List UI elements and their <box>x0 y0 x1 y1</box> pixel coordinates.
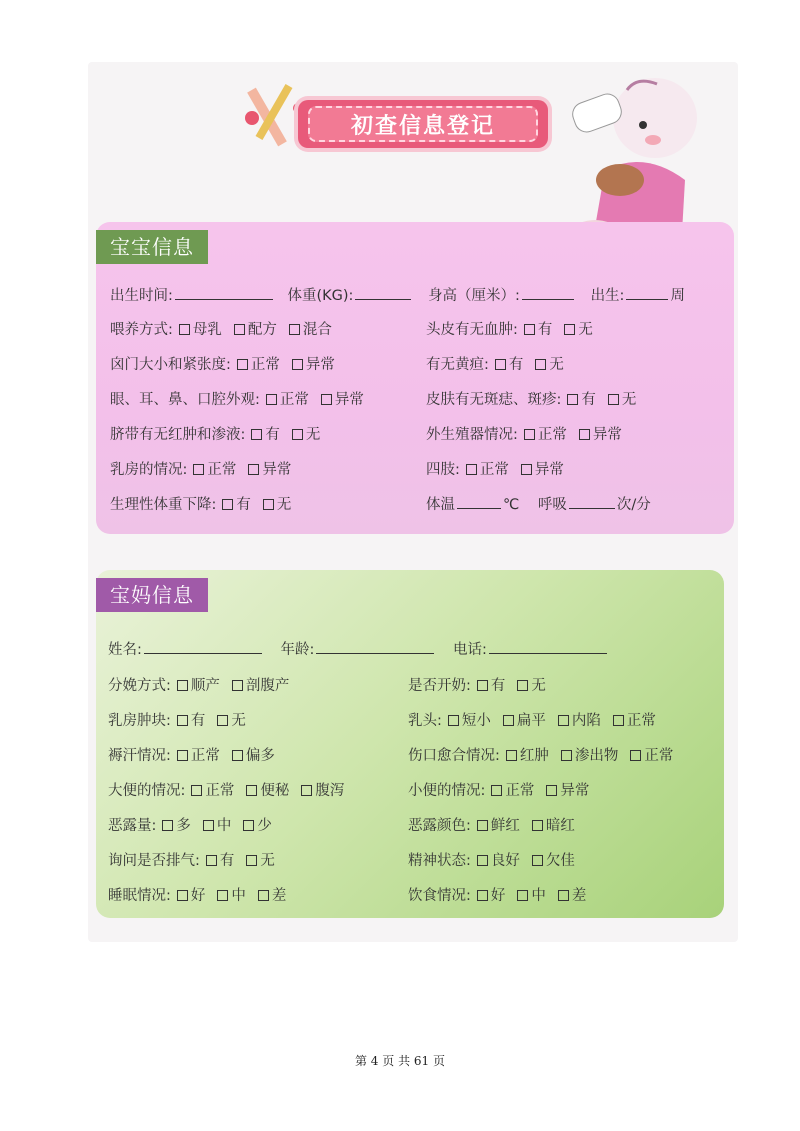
checkbox-icon[interactable] <box>558 890 569 901</box>
baby-info-card <box>96 222 734 534</box>
checkbox-icon[interactable] <box>263 499 274 510</box>
option-label: 多 <box>176 818 191 834</box>
checkbox-icon[interactable] <box>477 680 488 691</box>
checkbox-option[interactable] <box>471 853 520 869</box>
field-label: 喂养方式: <box>110 322 173 338</box>
field-label: 囟门大小和紧张度: <box>110 357 231 373</box>
title-area <box>240 78 560 158</box>
breath-field[interactable] <box>569 494 615 509</box>
checkbox-icon[interactable] <box>248 464 259 475</box>
checkbox-icon[interactable] <box>251 429 262 440</box>
checkbox-icon[interactable] <box>506 750 517 761</box>
footer-mid: 页 共 <box>382 1054 411 1068</box>
checkbox-icon[interactable] <box>466 464 477 475</box>
birth-week-field[interactable] <box>626 285 668 300</box>
option-label: 差 <box>571 888 587 904</box>
mom-section-label: 宝妈信息 <box>96 578 208 612</box>
checkbox-option[interactable] <box>624 748 673 764</box>
option-label: 有 <box>219 853 235 869</box>
checkbox-option[interactable] <box>540 783 589 799</box>
baby-row-1-l <box>110 318 338 339</box>
footer-suffix: 页 <box>433 1054 446 1068</box>
checkbox-icon[interactable] <box>495 359 506 370</box>
checkbox-icon[interactable] <box>292 429 303 440</box>
mom-row-3-r <box>408 779 595 800</box>
mom-row-1-l <box>108 709 252 730</box>
checkbox-icon[interactable] <box>546 785 557 796</box>
breath-unit: 次/分 <box>616 497 651 513</box>
birth-week-label: 出生: <box>590 288 625 304</box>
weight-label: 体重(KG): <box>287 288 354 304</box>
option-label: 无 <box>531 678 546 694</box>
baby-row-5-r <box>426 458 570 479</box>
field-label: 有无黄疸: <box>426 357 489 373</box>
checkbox-icon[interactable] <box>477 890 488 901</box>
option-label: 内陷 <box>571 713 601 729</box>
checkbox-option[interactable] <box>526 818 575 834</box>
checkbox-icon[interactable] <box>524 324 535 335</box>
checkbox-option[interactable] <box>197 818 232 834</box>
checkbox-icon[interactable] <box>177 715 188 726</box>
option-label: 无 <box>305 427 321 443</box>
checkbox-icon[interactable] <box>232 680 243 691</box>
checkbox-option[interactable] <box>500 748 549 764</box>
checkbox-option[interactable] <box>242 462 291 478</box>
option-label: 顺产 <box>190 678 220 694</box>
checkbox-icon[interactable] <box>246 855 257 866</box>
checkbox-icon[interactable] <box>517 890 528 901</box>
field-label: 头皮有无血肿: <box>426 322 518 338</box>
checkbox-option[interactable] <box>185 783 234 799</box>
footer-total-pages: 61 <box>413 1054 430 1068</box>
option-label: 有 <box>265 427 280 443</box>
checkbox-option[interactable] <box>602 392 637 408</box>
option-label: 好 <box>190 888 206 904</box>
checkbox-icon[interactable] <box>567 394 578 405</box>
weight-field[interactable] <box>355 285 411 300</box>
checkbox-option[interactable] <box>252 888 287 904</box>
option-label: 正常 <box>250 357 280 373</box>
option-label: 暗红 <box>545 818 575 834</box>
checkbox-option[interactable] <box>497 713 546 729</box>
checkbox-option[interactable] <box>295 783 344 799</box>
checkbox-icon[interactable] <box>237 359 248 370</box>
checkbox-icon[interactable] <box>217 715 228 726</box>
checkbox-option[interactable] <box>240 783 289 799</box>
mom-row-0-l <box>108 674 295 695</box>
option-label: 正常 <box>479 462 509 478</box>
title-banner <box>298 100 548 148</box>
page-title: 初查信息登记 <box>308 106 538 142</box>
checkbox-icon[interactable] <box>477 855 488 866</box>
checkbox-option[interactable] <box>561 392 596 408</box>
baby-row-3-l <box>110 388 370 409</box>
checkbox-icon[interactable] <box>532 820 543 831</box>
option-label: 中 <box>216 818 232 834</box>
checkbox-option[interactable] <box>245 427 280 443</box>
baby-row-6-l <box>110 493 297 514</box>
breath-label: 呼吸 <box>537 497 567 513</box>
baby-row-4-r <box>426 423 628 444</box>
option-label: 异常 <box>305 357 335 373</box>
checkbox-option[interactable] <box>555 748 619 764</box>
mom-row-2-r <box>408 744 679 765</box>
checkbox-option[interactable] <box>518 427 567 443</box>
option-label: 好 <box>490 888 506 904</box>
checkbox-icon[interactable] <box>222 499 233 510</box>
checkbox-icon[interactable] <box>246 785 257 796</box>
checkbox-option[interactable] <box>171 888 206 904</box>
baby-row-2-r <box>426 353 570 374</box>
checkbox-icon[interactable] <box>234 324 245 335</box>
checkbox-icon[interactable] <box>532 855 543 866</box>
mom-row-3-l <box>108 779 350 800</box>
checkbox-option[interactable] <box>260 392 309 408</box>
checkbox-option[interactable] <box>511 678 546 694</box>
option-label: 正常 <box>190 748 220 764</box>
field-label: 乳头: <box>408 713 442 729</box>
checkbox-option[interactable] <box>552 713 601 729</box>
option-label: 有 <box>490 678 506 694</box>
checkbox-option[interactable] <box>442 713 491 729</box>
option-label: 剖腹产 <box>245 678 290 694</box>
option-label: 差 <box>271 888 287 904</box>
birth-time-label: 出生时间: <box>110 288 173 304</box>
field-label: 脐带有无红肿和渗液: <box>110 427 246 443</box>
option-label: 有 <box>581 392 596 408</box>
checkbox-option[interactable] <box>515 462 564 478</box>
checkbox-icon[interactable] <box>613 715 624 726</box>
checkbox-option[interactable] <box>257 497 292 513</box>
footer-page-number: 4 <box>370 1054 379 1068</box>
checkbox-icon[interactable] <box>258 890 269 901</box>
field-label: 外生殖器情况: <box>426 427 518 443</box>
checkbox-icon[interactable] <box>558 715 569 726</box>
checkbox-icon[interactable] <box>535 359 546 370</box>
footer-prefix: 第 <box>354 1054 367 1068</box>
height-field[interactable] <box>522 285 574 300</box>
checkbox-icon[interactable] <box>162 820 173 831</box>
checkbox-option[interactable] <box>226 678 290 694</box>
checkbox-option[interactable] <box>200 853 235 869</box>
checkbox-icon[interactable] <box>232 750 243 761</box>
option-label: 欠佳 <box>545 853 575 869</box>
field-label: 生理性体重下降: <box>110 497 217 513</box>
checkbox-icon[interactable] <box>179 324 190 335</box>
option-label: 正常 <box>537 427 567 443</box>
checkbox-option[interactable] <box>237 818 272 834</box>
checkbox-option[interactable] <box>286 357 335 373</box>
checkbox-icon[interactable] <box>177 890 188 901</box>
checkbox-icon[interactable] <box>564 324 575 335</box>
checkbox-icon[interactable] <box>503 715 514 726</box>
page-footer <box>0 1052 800 1069</box>
option-label: 有 <box>537 322 553 338</box>
option-label: 中 <box>531 888 546 904</box>
option-label: 腹泻 <box>315 783 345 799</box>
baby-row-birth <box>110 284 685 305</box>
checkbox-option[interactable] <box>156 818 191 834</box>
checkbox-option[interactable] <box>216 497 251 513</box>
option-label: 无 <box>549 357 564 373</box>
option-label: 渗出物 <box>574 748 619 764</box>
checkbox-icon[interactable] <box>177 750 188 761</box>
baby-vitals <box>426 493 651 514</box>
option-label: 有 <box>508 357 524 373</box>
week-unit: 周 <box>670 288 685 304</box>
baby-row-4-l <box>110 423 326 444</box>
checkbox-option[interactable] <box>171 713 206 729</box>
option-label: 鲜红 <box>490 818 520 834</box>
field-label: 伤口愈合情况: <box>408 748 500 764</box>
checkbox-option[interactable] <box>231 357 280 373</box>
checkbox-option[interactable] <box>526 853 575 869</box>
checkbox-icon[interactable] <box>579 429 590 440</box>
field-label: 精神状态: <box>408 853 471 869</box>
option-label: 短小 <box>461 713 491 729</box>
option-label: 异常 <box>592 427 622 443</box>
option-label: 偏多 <box>245 748 275 764</box>
name-label: 姓名: <box>108 642 142 658</box>
mom-row-4-l <box>108 814 278 835</box>
mom-row-0-r <box>408 674 552 695</box>
checkbox-icon[interactable] <box>289 324 300 335</box>
option-label: 异常 <box>534 462 564 478</box>
mom-row-contact <box>108 638 609 659</box>
mom-row-2-l <box>108 744 281 765</box>
birth-time-field[interactable] <box>175 285 273 300</box>
temperature-unit: ℃ <box>503 497 520 513</box>
option-label: 异常 <box>560 783 590 799</box>
mom-info-card <box>96 570 724 918</box>
field-label: 眼、耳、鼻、口腔外观: <box>110 392 260 408</box>
checkbox-option[interactable] <box>485 783 534 799</box>
checkbox-option[interactable] <box>558 322 593 338</box>
age-field[interactable] <box>316 639 434 654</box>
temperature-field[interactable] <box>457 494 501 509</box>
checkbox-icon[interactable] <box>266 394 277 405</box>
baby-section-label: 宝宝信息 <box>96 230 208 264</box>
option-label: 正常 <box>626 713 656 729</box>
baby-row-3-r <box>426 388 642 409</box>
checkbox-option[interactable] <box>529 357 564 373</box>
phone-label: 电话: <box>453 642 487 658</box>
checkbox-option[interactable] <box>240 853 275 869</box>
field-label: 是否开奶: <box>408 678 471 694</box>
option-label: 无 <box>276 497 292 513</box>
field-label: 四肢: <box>426 462 460 478</box>
checkbox-option[interactable] <box>511 888 546 904</box>
name-field[interactable] <box>144 639 262 654</box>
checkbox-option[interactable] <box>607 713 656 729</box>
checkbox-option[interactable] <box>552 888 587 904</box>
checkbox-option[interactable] <box>573 427 622 443</box>
field-label: 乳房的情况: <box>110 462 188 478</box>
field-label: 恶露颜色: <box>408 818 471 834</box>
checkbox-option[interactable] <box>171 748 220 764</box>
mom-row-6-r <box>408 884 592 905</box>
checkbox-icon[interactable] <box>193 464 204 475</box>
checkbox-icon[interactable] <box>608 394 619 405</box>
option-label: 便秘 <box>260 783 290 799</box>
mom-row-6-l <box>108 884 292 905</box>
checkbox-option[interactable] <box>460 462 509 478</box>
mom-row-4-r <box>408 814 581 835</box>
option-label: 中 <box>231 888 246 904</box>
checkbox-option[interactable] <box>228 322 277 338</box>
checkbox-option[interactable] <box>211 888 246 904</box>
checkbox-option[interactable] <box>187 462 236 478</box>
checkbox-icon[interactable] <box>191 785 202 796</box>
checkbox-icon[interactable] <box>206 855 217 866</box>
option-label: 无 <box>260 853 275 869</box>
checkbox-icon[interactable] <box>321 394 332 405</box>
baby-row-5-l <box>110 458 297 479</box>
checkbox-icon[interactable] <box>217 890 228 901</box>
phone-field[interactable] <box>489 639 607 654</box>
field-label: 询问是否排气: <box>108 853 200 869</box>
field-label: 小便的情况: <box>408 783 486 799</box>
checkbox-option[interactable] <box>471 678 506 694</box>
option-label: 有 <box>236 497 251 513</box>
checkbox-icon[interactable] <box>177 680 188 691</box>
checkbox-icon[interactable] <box>448 715 459 726</box>
field-label: 恶露量: <box>108 818 157 834</box>
age-label: 年龄: <box>280 642 315 658</box>
checkbox-option[interactable] <box>283 322 332 338</box>
checkbox-option[interactable] <box>226 748 275 764</box>
option-label: 异常 <box>334 392 364 408</box>
checkbox-icon[interactable] <box>517 680 528 691</box>
option-label: 少 <box>257 818 272 834</box>
checkbox-icon[interactable] <box>630 750 641 761</box>
baby-row-1-r <box>426 318 599 339</box>
checkbox-icon[interactable] <box>561 750 572 761</box>
checkbox-option[interactable] <box>286 427 321 443</box>
checkbox-icon[interactable] <box>477 820 488 831</box>
option-label: 扁平 <box>516 713 546 729</box>
field-label: 褥汗情况: <box>108 748 171 764</box>
option-label: 无 <box>621 392 637 408</box>
checkbox-icon[interactable] <box>521 464 532 475</box>
mom-row-1-r <box>408 709 662 730</box>
option-label: 正常 <box>207 462 237 478</box>
checkbox-icon[interactable] <box>524 429 535 440</box>
baby-row-2-l <box>110 353 341 374</box>
checkbox-option[interactable] <box>471 888 506 904</box>
checkbox-icon[interactable] <box>203 820 214 831</box>
option-label: 良好 <box>490 853 520 869</box>
field-label: 分娩方式: <box>108 678 171 694</box>
option-label: 配方 <box>247 322 277 338</box>
checkbox-icon[interactable] <box>292 359 303 370</box>
checkbox-icon[interactable] <box>301 785 312 796</box>
field-label: 大便的情况: <box>108 783 186 799</box>
checkbox-option[interactable] <box>211 713 246 729</box>
checkbox-option[interactable] <box>171 678 220 694</box>
option-label: 正常 <box>279 392 309 408</box>
checkbox-option[interactable] <box>173 322 222 338</box>
checkbox-icon[interactable] <box>243 820 254 831</box>
mom-row-5-l <box>108 849 281 870</box>
mom-row-5-r <box>408 849 581 870</box>
option-label: 无 <box>231 713 246 729</box>
height-label: 身高（厘米）: <box>428 288 520 304</box>
option-label: 母乳 <box>192 322 222 338</box>
option-label: 无 <box>578 322 593 338</box>
checkbox-option[interactable] <box>489 357 524 373</box>
checkbox-option[interactable] <box>518 322 553 338</box>
field-label: 皮肤有无斑痣、斑疹: <box>426 392 562 408</box>
option-label: 正常 <box>205 783 235 799</box>
field-label: 睡眠情况: <box>108 888 171 904</box>
checkbox-option[interactable] <box>471 818 520 834</box>
option-label: 有 <box>190 713 206 729</box>
option-label: 红肿 <box>519 748 549 764</box>
option-label: 混合 <box>302 322 332 338</box>
temperature-label: 体温 <box>426 497 455 513</box>
option-label: 正常 <box>644 748 674 764</box>
option-label: 异常 <box>262 462 292 478</box>
checkbox-icon[interactable] <box>491 785 502 796</box>
checkbox-option[interactable] <box>315 392 364 408</box>
option-label: 正常 <box>505 783 535 799</box>
field-label: 乳房肿块: <box>108 713 171 729</box>
field-label: 饮食情况: <box>408 888 471 904</box>
